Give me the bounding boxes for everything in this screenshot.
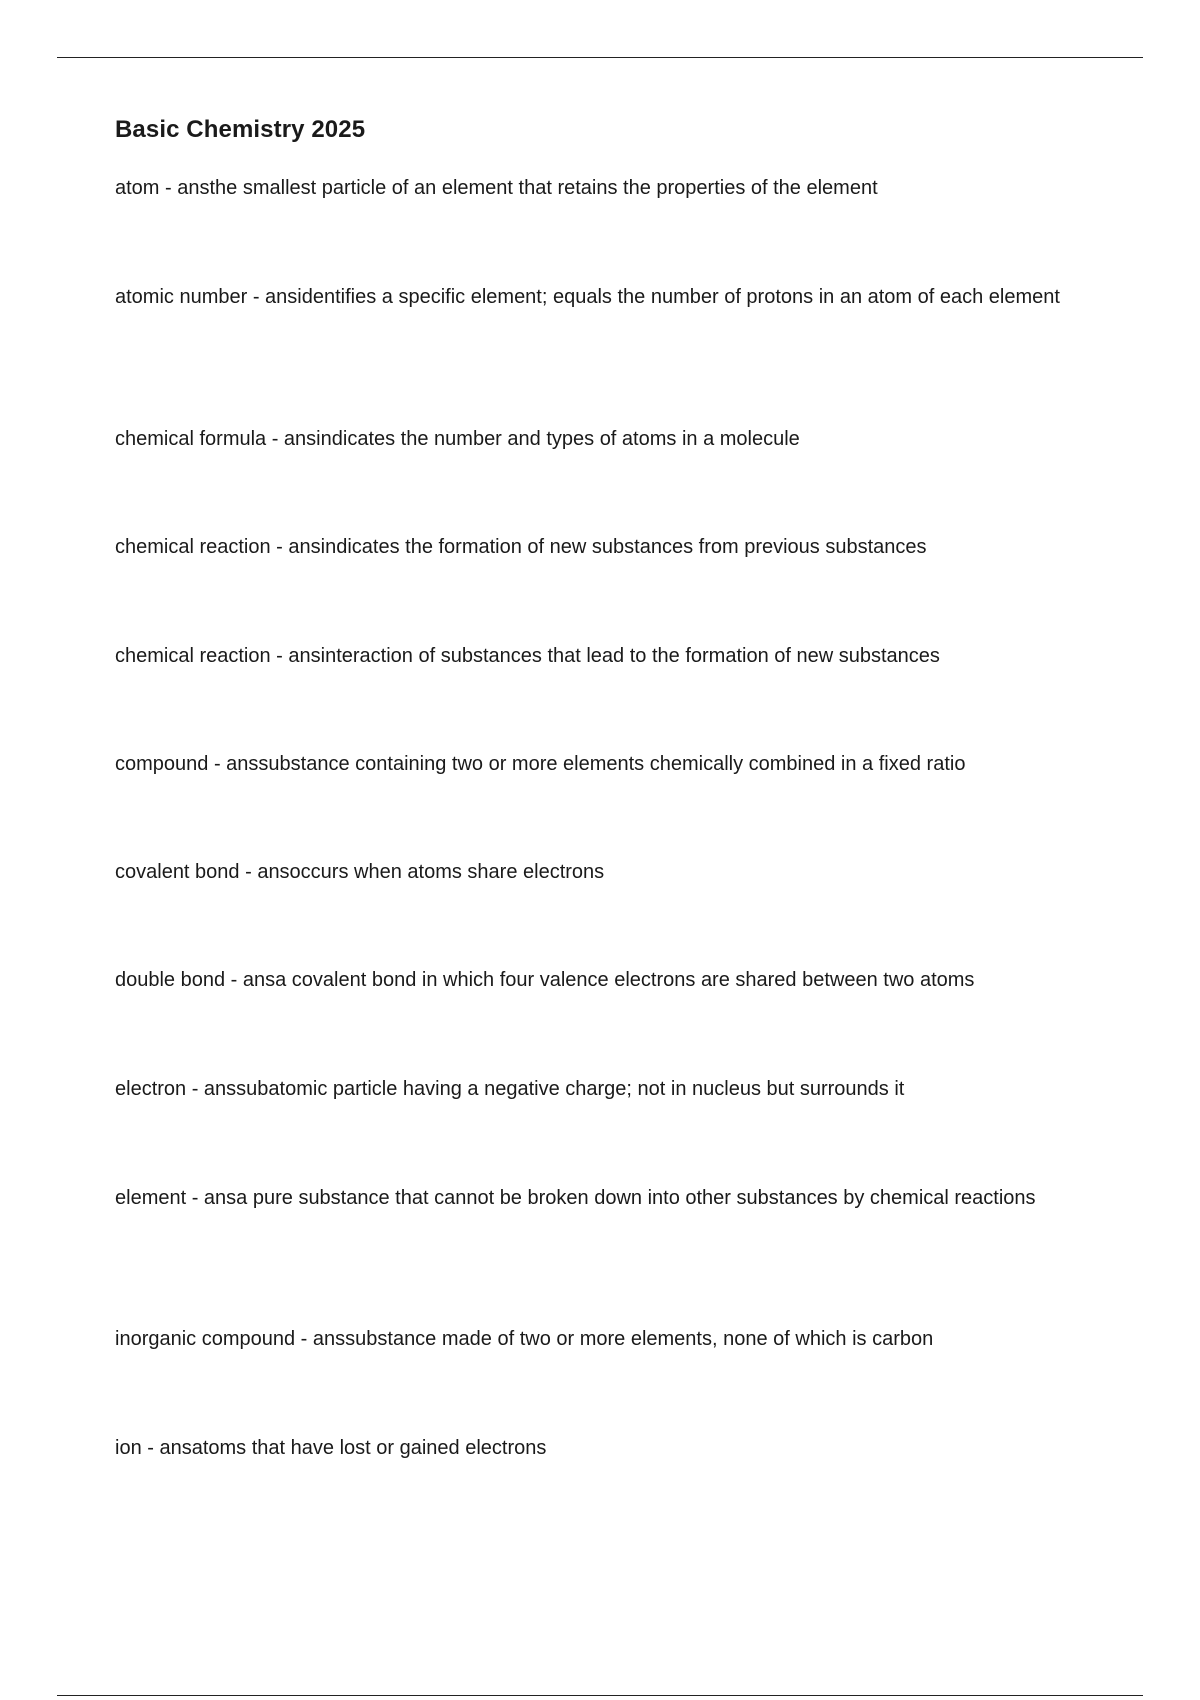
glossary-entry: electron - anssubatomic particle having a negative charge; not in nucleus but surrounds it [115, 1078, 905, 1100]
glossary-entry: chemical reaction - ansinteraction of substances that lead to the formation of new substances [115, 645, 940, 667]
glossary-entry: double bond - ansa covalent bond in which four valence electrons are shared between two atoms [115, 969, 975, 991]
glossary-entry: inorganic compound - anssubstance made of two or more elements, none of which is carbon [115, 1328, 934, 1350]
glossary-entry: chemical reaction - ansindicates the formation of new substances from previous substances [115, 536, 927, 558]
glossary-entry: compound - anssubstance containing two or more elements chemically combined in a fixed ratio [115, 753, 966, 775]
glossary-entry: ion - ansatoms that have lost or gained electrons [115, 1437, 547, 1459]
document-title: Basic Chemistry 2025 [115, 116, 366, 143]
glossary-entry: atom - ansthe smallest particle of an element that retains the properties of the element [115, 177, 878, 199]
glossary-entry: atomic number - ansidentifies a specific element; equals the number of protons in an atom of each element [115, 286, 1060, 308]
glossary-entry: chemical formula - ansindicates the number and types of atoms in a molecule [115, 428, 800, 450]
bottom-divider [57, 1695, 1143, 1696]
glossary-entry: element - ansa pure substance that cannot be broken down into other substances by chemical reactions [115, 1187, 1036, 1209]
top-divider [57, 57, 1143, 58]
glossary-entry: covalent bond - ansoccurs when atoms share electrons [115, 861, 605, 883]
